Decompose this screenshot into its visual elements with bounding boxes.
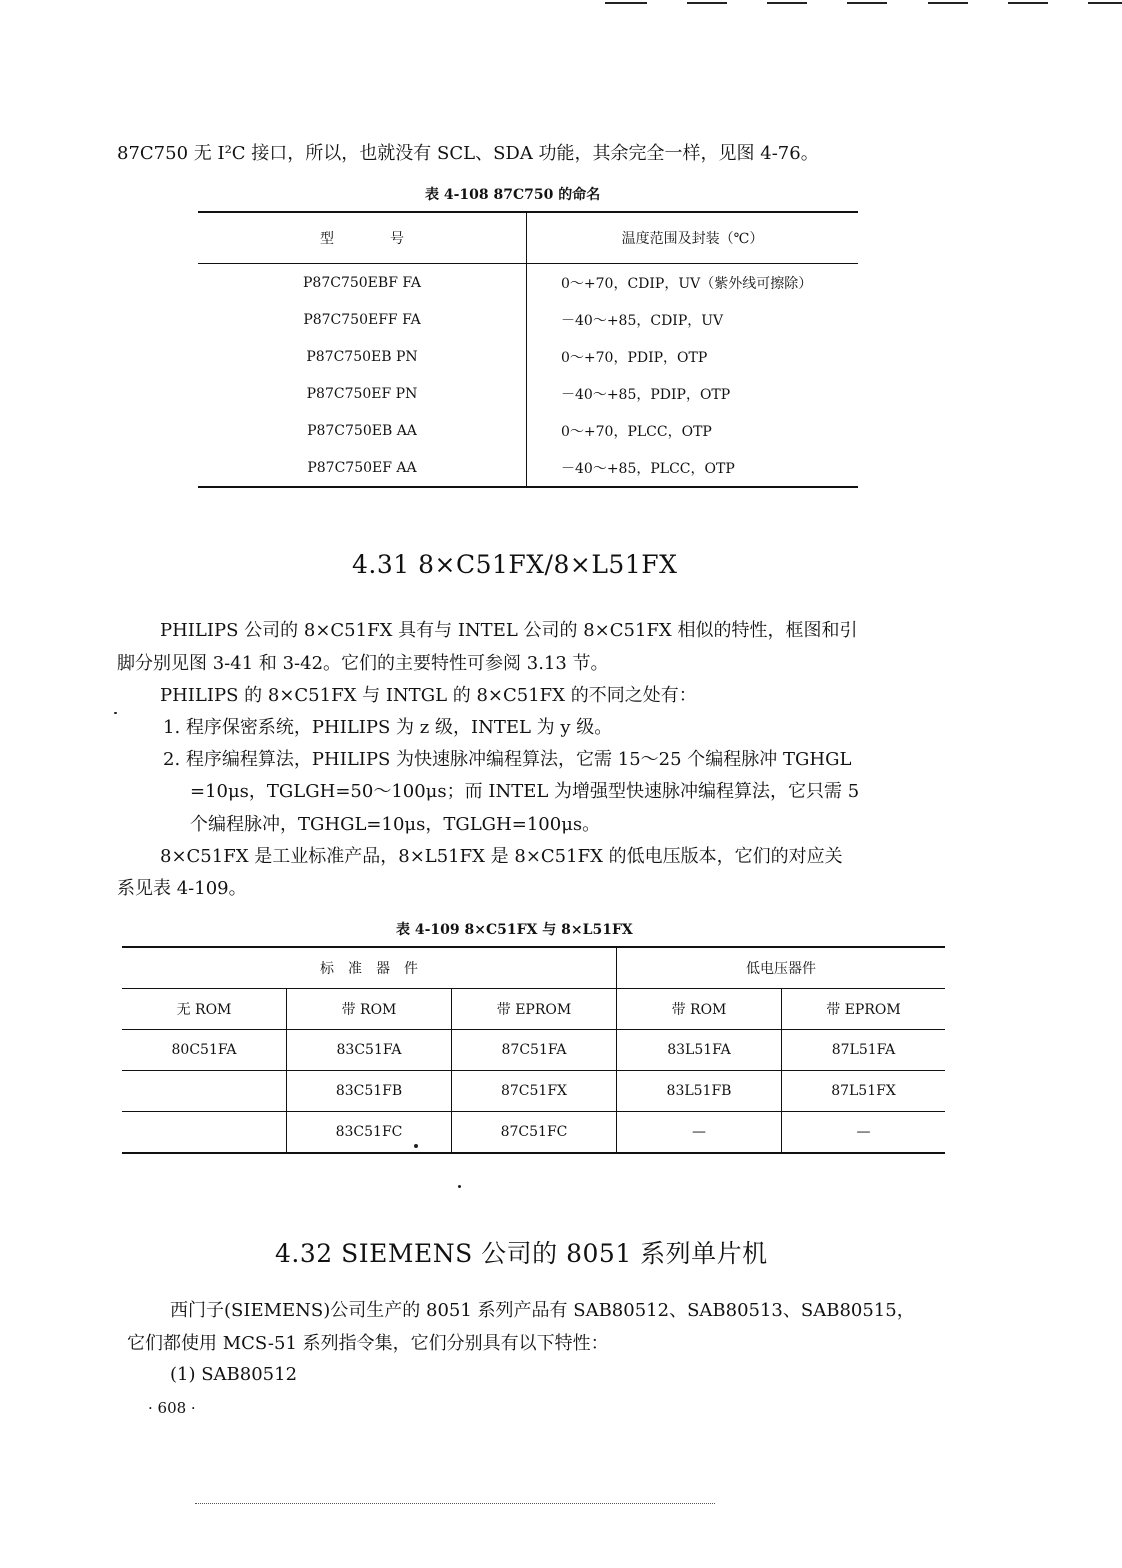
model-cell: P87C750EFF FA (198, 301, 527, 338)
list-item: 1. 程序保密系统，PHILIPS 为 z 级，INTEL 为 y 级。 (163, 717, 613, 738)
top-rule (1088, 2, 1122, 4)
column-header: 带 EPROM (782, 989, 946, 1030)
top-rule (1008, 2, 1048, 4)
paragraph: 脚分别见图 3-41 和 3-42。它们的主要特性可参阅 3.13 节。 (117, 653, 609, 674)
top-rule (928, 2, 968, 4)
table-cell: 87C51FC (452, 1112, 617, 1154)
table-cell: 87C51FX (452, 1071, 617, 1112)
table-108-caption: 表 4-108 87C750 的命名 (425, 187, 601, 203)
list-item: 个编程脉冲，TGHGL=10μs，TGLGH=100μs。 (190, 814, 601, 835)
spec-cell: 0～+70，PLCC，OTP (561, 423, 712, 440)
model-cell: P87C750EBF FA (198, 264, 527, 302)
table-row (198, 338, 858, 375)
column-header: 带 ROM (287, 989, 452, 1030)
table-cell: 83L51FB (617, 1071, 782, 1112)
paragraph: 它们都使用 MCS-51 系列指令集，它们分别具有以下特性： (127, 1333, 609, 1354)
top-rule (767, 2, 807, 4)
page-number: · 608 · (148, 1399, 196, 1417)
section-4-32-heading: 4.32 SIEMENS 公司的 8051 系列单片机 (275, 1239, 768, 1268)
table-109 (122, 946, 945, 1154)
table-108 (198, 211, 858, 488)
table-row (122, 1030, 945, 1071)
paragraph: 西门子(SIEMENS)公司生产的 8051 系列产品有 SAB80512、SAB80513、SAB80515， (170, 1300, 915, 1321)
table-cell (122, 1071, 287, 1112)
table-cell: 83C51FA (287, 1030, 452, 1071)
group-header-standard: 标 准 器 件 (122, 947, 617, 989)
table-cell: 87C51FA (452, 1030, 617, 1071)
model-cell: P87C750EF PN (198, 375, 527, 412)
table-header-row (122, 989, 945, 1030)
table-row (198, 449, 858, 487)
paragraph: PHILIPS 公司的 8×C51FX 具有与 INTEL 公司的 8×C51FX 相似的特性，框图和引 (160, 620, 858, 641)
column-header: 带 EPROM (452, 989, 617, 1030)
section-4-31-heading: 4.31 8×C51FX/8×L51FX (352, 550, 678, 579)
scan-artifact-line (195, 1503, 715, 1504)
group-header-low-voltage: 低电压器件 (617, 947, 946, 989)
table-row (198, 375, 858, 412)
table-row (198, 301, 858, 338)
table-row (122, 1112, 945, 1154)
spec-cell: 0～+70，CDIP，UV（紫外线可擦除） (561, 275, 813, 292)
list-item: =10μs，TGLGH=50～100μs；而 INTEL 为增强型快速脉冲编程算法，它只需 5 (190, 781, 860, 802)
table-109-caption: 表 4-109 8×C51FX 与 8×L51FX (396, 922, 633, 938)
table-row (198, 412, 858, 449)
model-cell: P87C750EF AA (198, 449, 527, 487)
table-cell: 80C51FA (122, 1030, 287, 1071)
paragraph: PHILIPS 的 8×C51FX 与 INTGL 的 8×C51FX 的不同之处有： (160, 685, 697, 706)
scan-speck (458, 1185, 461, 1188)
column-header-temperature-package: 温度范围及封装（℃） (527, 212, 859, 264)
table-cell: 87L51FX (782, 1071, 946, 1112)
table-cell: — (617, 1112, 782, 1154)
spec-cell: －40～+85，CDIP，UV (561, 312, 724, 329)
table-cell: — (856, 1124, 871, 1140)
top-rule (847, 2, 887, 4)
list-item: (1) SAB80512 (170, 1364, 298, 1385)
scan-speck (414, 1144, 418, 1148)
column-header-model: 型 号 (198, 212, 527, 264)
spec-cell: 0～+70，PDIP，OTP (561, 349, 708, 366)
table-header-row (198, 212, 858, 264)
table-row (122, 1071, 945, 1112)
table-cell: 83C51FC (287, 1112, 452, 1154)
column-header: 无 ROM (122, 989, 287, 1030)
model-cell: P87C750EB PN (198, 338, 527, 375)
paragraph: 系见表 4-109。 (117, 878, 247, 899)
top-rule (605, 2, 647, 4)
table-cell: 87L51FA (782, 1030, 946, 1071)
paragraph: 8×C51FX 是工业标准产品，8×L51FX 是 8×C51FX 的低电压版本，它们的对应关 (160, 846, 843, 867)
model-cell: P87C750EB AA (198, 412, 527, 449)
column-header: 带 ROM (617, 989, 782, 1030)
top-rule (687, 2, 727, 4)
table-cell: 83C51FB (287, 1071, 452, 1112)
intro-paragraph: 87C750 无 I²C 接口，所以，也就没有 SCL、SDA 功能，其余完全一样，见图 4-76。 (117, 143, 819, 164)
spec-cell: －40～+85，PLCC，OTP (561, 460, 735, 477)
scan-speck (114, 712, 117, 714)
table-row (198, 264, 858, 302)
table-cell: 83L51FA (617, 1030, 782, 1071)
spec-cell: －40～+85，PDIP，OTP (561, 386, 731, 403)
list-item: 2. 程序编程算法，PHILIPS 为快速脉冲编程算法，它需 15～25 个编程脉冲 TGHGL (163, 749, 852, 770)
table-cell (122, 1112, 287, 1154)
table-group-header-row (122, 947, 945, 989)
